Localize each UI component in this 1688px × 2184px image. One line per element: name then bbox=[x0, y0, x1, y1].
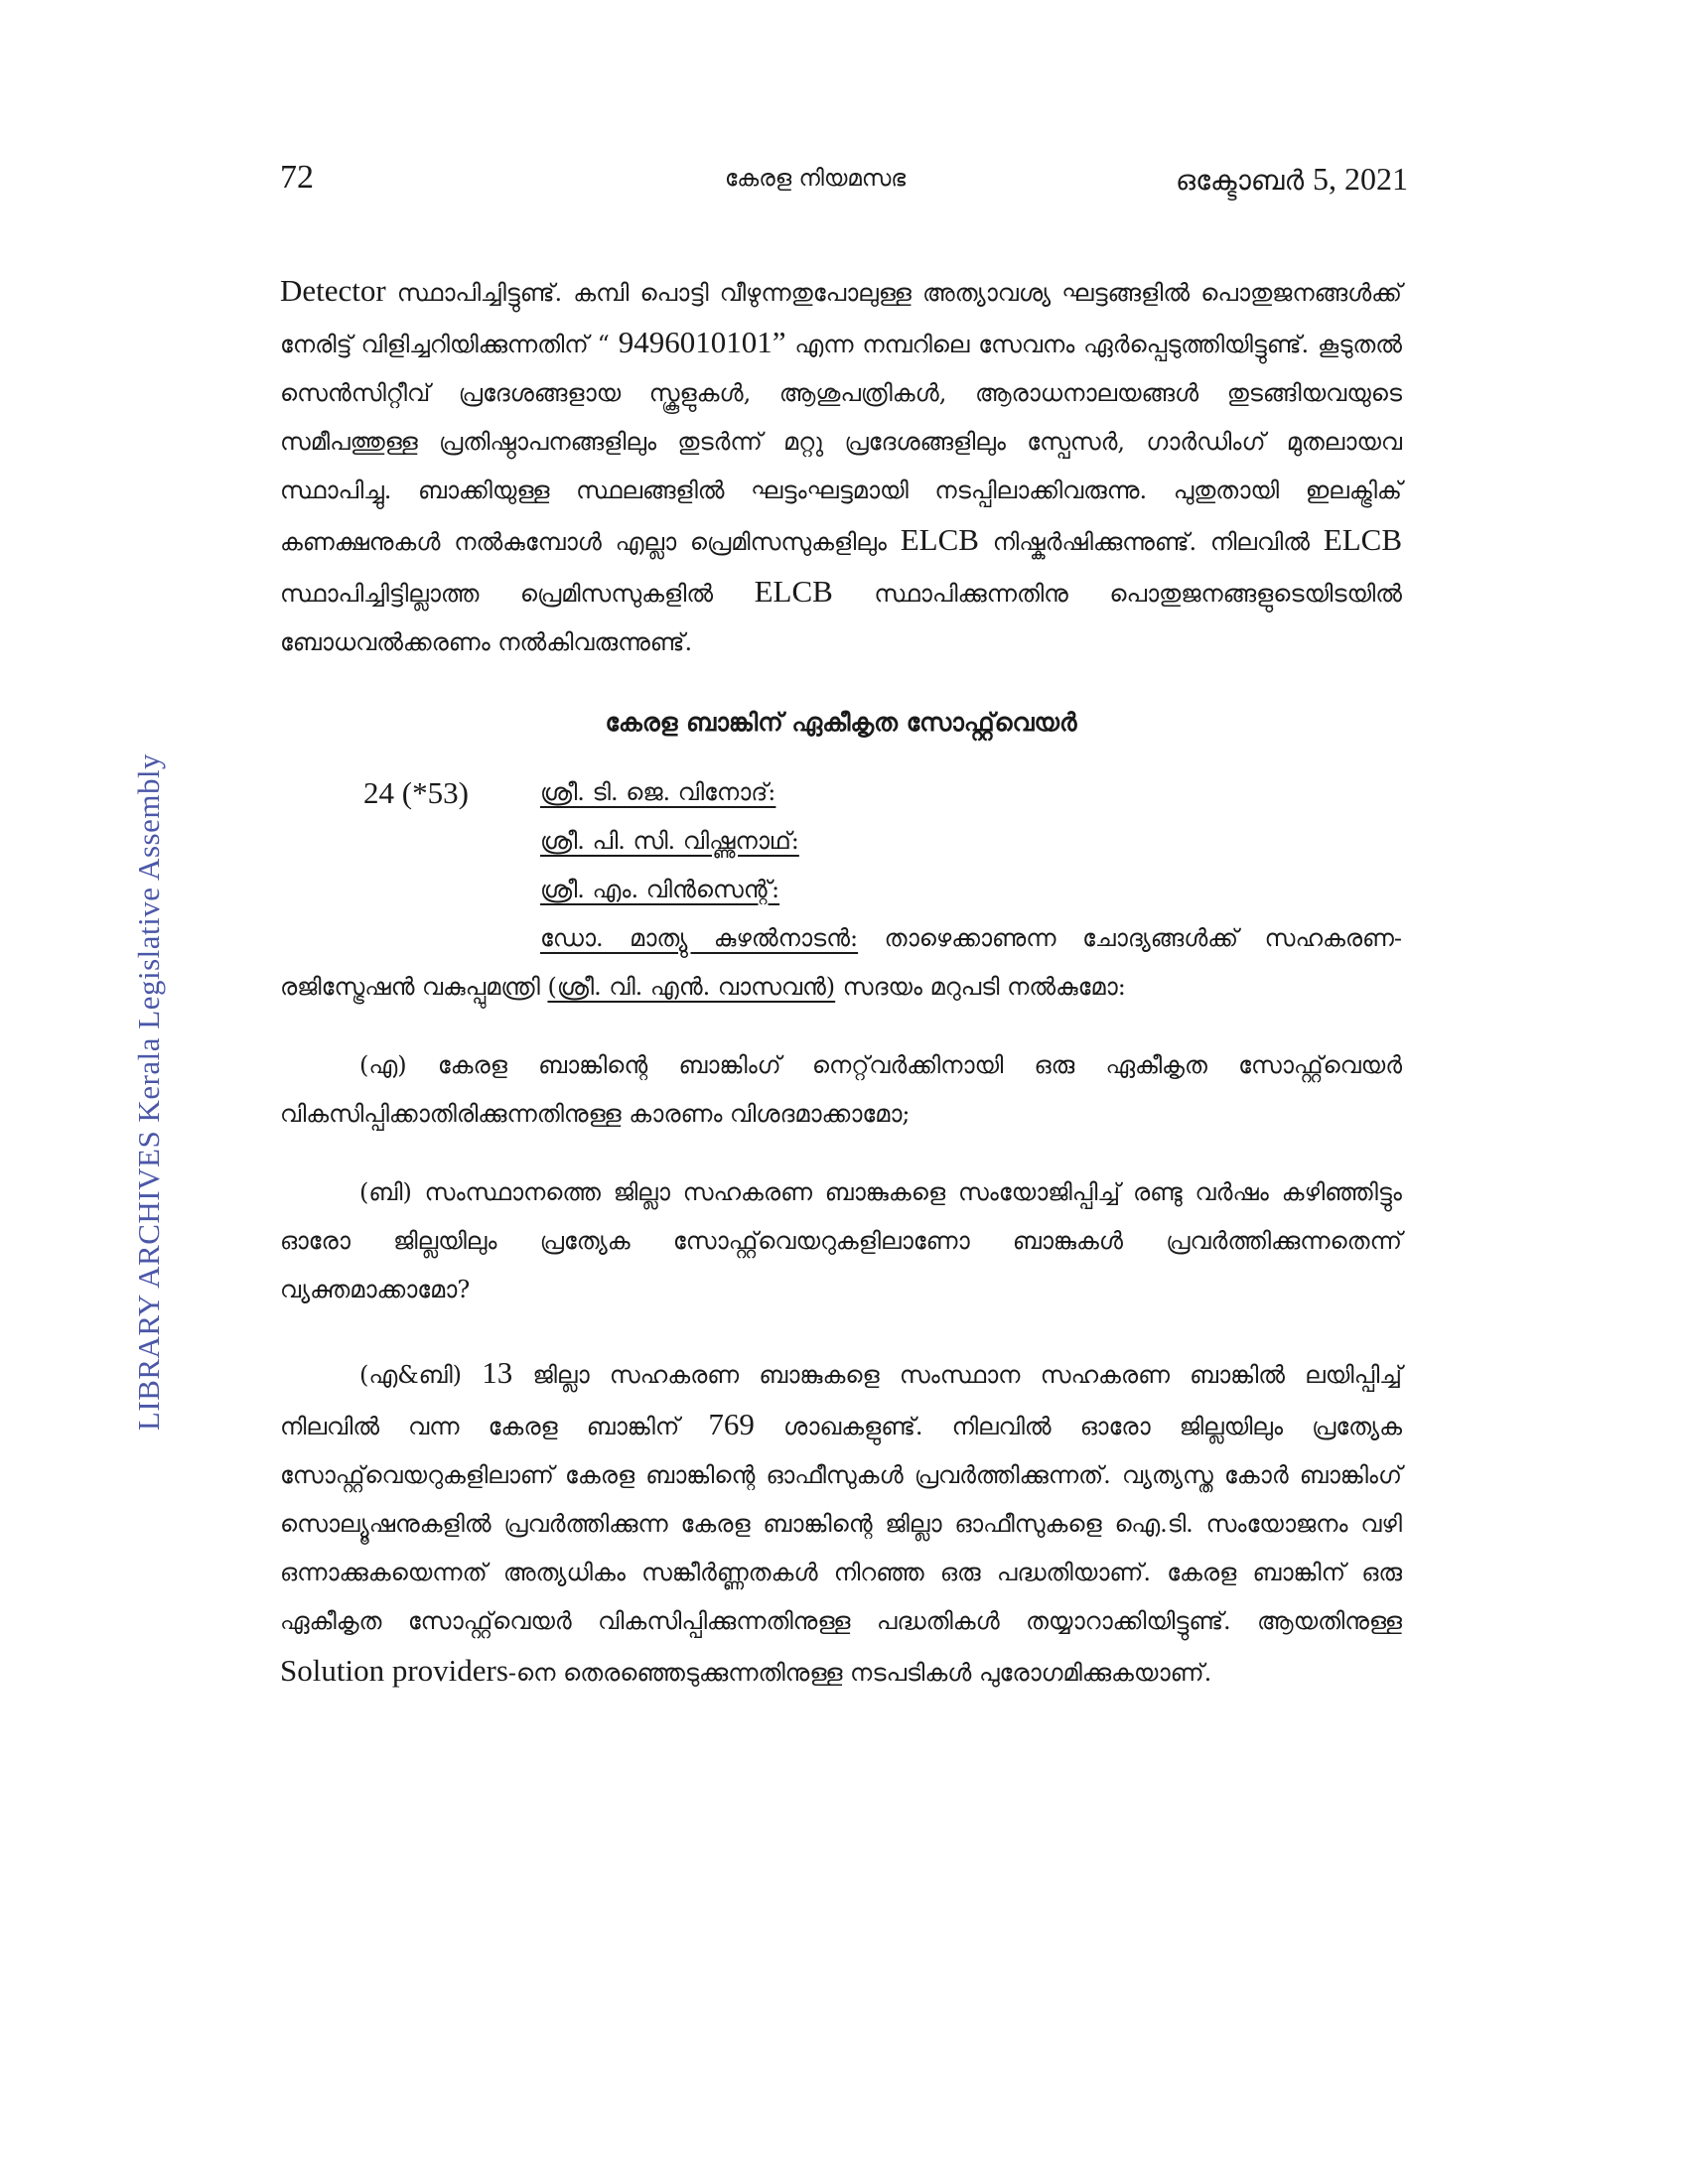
word-detector: Detector bbox=[280, 273, 386, 308]
date-month: ഒക്ടോബർ bbox=[1175, 164, 1305, 197]
answer-text-2: ശാഖകളുണ്ട്. നിലവിൽ ഓരോ ജില്ലയിലും പ്രത്യേക സോഫ്റ്റ്‌വെയറുകളിലാണ് കേരള ബാങ്കിന്റെ ഓഫീസുകൾ പ്രവർത്തിക്കുന്നത്. വ്യത്യസ്ത കോർ ബാങ്കിംഗ് സൊല്യൂഷനുകളിൽ പ്രവർത്തിക്കുന്ന കേരള ബാങ്കിന്റെ ജില്ലാ ഓഫീസുകളെ ഐ.ടി. സംയോജനം വഴി ഒന്നാക്കുകയെന്നത് അത്യധികം സങ്കീർണ്ണതകൾ നിറഞ്ഞ ഒരു പദ്ധതിയാണ്. കേരള ബാങ്കിന് ഒരു ഏകീകൃത സോഫ്റ്റ്‌വെയർ വികസിപ്പിക്കുന്നതിനുള്ള പദ്ധതികൾ തയ്യാറാക്കിയിട്ടുണ്ട്. ആയതിനുള്ള bbox=[280, 1413, 1402, 1635]
helpline-number: 9496010101” bbox=[618, 325, 786, 359]
running-date bbox=[1176, 161, 1408, 198]
question-number: 24 (*53) bbox=[363, 775, 469, 810]
elcb-term-3: ELCB bbox=[754, 574, 833, 609]
intro-text-1: സ്ഥാപിച്ചിട്ടുണ്ട്. കമ്പി പൊട്ടി വീഴുന്നതുപോലുള്ള അത്യാവശ്യ ഘട്ടങ്ങളിൽ പൊതുജനങ്ങൾക്ക് നേരിട്ട് വിളിച്ചറിയിക്കുന്നതിന് “ bbox=[280, 279, 1402, 358]
answer-paragraph bbox=[280, 1348, 1402, 1698]
elcb-term-1: ELCB bbox=[900, 522, 979, 557]
intro-text-2: എന്ന നമ്പറിലെ സേവനം ഏർപ്പെടുത്തിയിട്ടുണ്ട്. കൂടുതൽ സെൻസിറ്റീവ് പ്രദേശങ്ങളായ സ്കൂളുകൾ, ആശുപത്രികൾ, ആരാധനാലയങ്ങൾ തുടങ്ങിയവയുടെ സമീപത്തുള്ള പ്രതിഷ്ഠാപനങ്ങളിലും തുടർന്ന് മറ്റു പ്രദേശങ്ങളിലും സ്പേസർ, ഗാർഡിംഗ് മുതലായവ സ്ഥാപിച്ചു. ബാക്കിയുള്ള സ്ഥലങ്ങളിൽ ഘട്ടംഘട്ടമായി നടപ്പിലാക്കിവരുന്നു. പുതുതായി ഇലക്ട്രിക് കണക്ഷനുകൾ നൽകുമ്പോൾ എല്ലാ പ്രെമിസസുകളിലും bbox=[280, 331, 1403, 556]
running-title: കേരള നിയമസഭ bbox=[725, 166, 907, 192]
page-number: 72 bbox=[280, 159, 314, 196]
question-intro bbox=[280, 914, 1402, 1012]
sub-question-b: (ബി) സംസ്ഥാനത്തെ ജില്ലാ സഹകരണ ബാങ്കുകളെ സംയോജിപ്പിച്ച് രണ്ടു വർഷം കഴിഞ്ഞിട്ടും ഓരോ ജില്ലയിലും പ്രത്യേക സോഫ്റ്റ്‌വെയറുകളിലാണോ ബാങ്കുകൾ പ്രവർത്തിക്കുന്നതെന്ന് വ്യക്തമാക്കാമോ? bbox=[280, 1178, 1402, 1303]
question-text-b: സദയം മറുപടി നൽകുമോ: bbox=[835, 973, 1126, 1001]
intro-paragraph bbox=[280, 266, 1402, 667]
intro-text-3: നിഷ്കർഷിക്കുന്നുണ്ട്. നിലവിൽ bbox=[978, 528, 1324, 556]
intro-text-5: സ്ഥാപിക്കുന്നതിനു പൊതുജനങ്ങളുടെയിടയിൽ ബോധവൽക്കരണം നൽകിവരുന്നുണ്ട്. bbox=[280, 580, 1402, 656]
solution-providers-term: Solution providers bbox=[280, 1653, 508, 1688]
question-block bbox=[280, 768, 1402, 1314]
member-name: ശ്രീ. ടി. ജെ. വിനോദ്: bbox=[540, 778, 776, 806]
answer-number-13: 13 bbox=[482, 1355, 513, 1390]
archive-side-stamp: LIBRARY ARCHIVES Kerala Legislative Assembly bbox=[131, 752, 166, 1432]
question-text-a: താഴെക്കാണുന്ന ചോദ്യങ്ങൾക്ക് സഹകരണ-രജിസ്ട്രേഷൻ വകുപ്പുമന്ത്രി bbox=[280, 924, 1402, 1001]
answer-text-3: -നെ തെരഞ്ഞെടുക്കുന്നതിനുള്ള നടപടികൾ പുരോഗമിക്കുകയാണ്. bbox=[507, 1659, 1212, 1687]
member-name: ശ്രീ. പി. സി. വിഷ്ണുനാഥ്: bbox=[540, 827, 799, 855]
answer-number-769: 769 bbox=[708, 1407, 755, 1441]
page-content bbox=[280, 266, 1402, 1698]
intro-text-4: സ്ഥാപിച്ചിട്ടില്ലാത്ത പ്രെമിസസുകളിൽ bbox=[280, 580, 755, 608]
member-name: ശ്രീ. എം. വിൻസെന്റ്: bbox=[540, 876, 780, 903]
sub-question-a: (എ) കേരള ബാങ്കിന്റെ ബാങ്കിംഗ് നെറ്റ്‌വർക്കിനായി ഒരു ഏകീകൃത സോഫ്റ്റ്‌വെയർ വികസിപ്പിക്കാതിരിക്കുന്നതിനുള്ള കാരണം വിശദമാക്കാമോ; bbox=[280, 1051, 1402, 1128]
section-heading: കേരള ബാങ്കിന് ഏകീകൃത സോഫ്റ്റ്‌വെയർ bbox=[605, 708, 1077, 737]
answer-text-1: ജില്ലാ സഹകരണ ബാങ്കുകളെ സംസ്ഥാന സഹകരണ ബാങ്കിൽ ലയിപ്പിച്ച് നിലവിൽ വന്ന കേരള ബാങ്കിന് bbox=[280, 1361, 1402, 1440]
answer-label: (എ&ബി) bbox=[359, 1361, 463, 1389]
date-day-year: 5, 2021 bbox=[1313, 161, 1408, 197]
member-name: ഡോ. മാത്യു കുഴൽനാടൻ: bbox=[540, 924, 859, 952]
minister-name: (ശ്രീ. വി. എൻ. വാസവൻ) bbox=[547, 973, 836, 1001]
elcb-term-2: ELCB bbox=[1323, 522, 1402, 557]
